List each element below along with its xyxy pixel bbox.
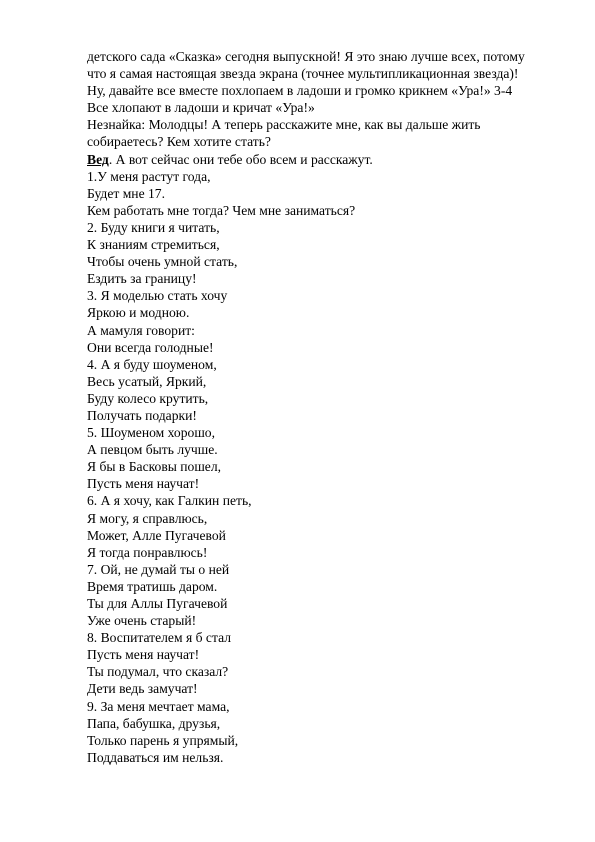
intro-line: Ну, давайте все вместе похлопаем в ладоши и громко крикнем «Ура!» 3-4 <box>87 83 513 99</box>
intro-line: Все хлопают в ладоши и кричат «Ура!» <box>87 100 315 116</box>
verse-line: 1.У меня растут года, <box>87 168 211 184</box>
verse-line: Яркою и модною. <box>87 305 190 321</box>
verse-line: Пусть меня научат! <box>87 647 200 663</box>
document-body <box>87 48 547 766</box>
verse-line: Я бы в Басковы пошел, <box>87 459 222 475</box>
verse-line: 6. А я хочу, как Галкин петь, <box>87 493 252 509</box>
verse-line: Поддаваться им нельзя. <box>87 749 224 765</box>
verse-line: Ты для Аллы Пугачевой <box>87 596 228 611</box>
verse-line: Пусть меня научат! <box>87 476 200 492</box>
verse-line: К знаниям стремиться, <box>87 237 220 253</box>
verse-line: А мамуля говорит: <box>87 322 195 338</box>
verse-line: 3. Я моделью стать хочу <box>87 288 228 304</box>
verse-line: Я могу, я справлюсь, <box>87 510 208 526</box>
verse-line: Весь усатый, Яркий, <box>87 373 207 389</box>
verse-line: 4. А я буду шоуменом, <box>87 356 217 372</box>
verse-line: Ездить за границу! <box>87 271 197 287</box>
verse-line: Они всегда голодные! <box>87 339 214 355</box>
verse-line: Ты подумал, что сказал? <box>87 664 229 680</box>
neznaika-line-2: собираетесь? Кем хотите стать? <box>87 134 271 150</box>
neznaika-text: Молодцы! А теперь расскажите мне, как вы дальше жить <box>145 117 481 133</box>
verse-line: Я тогда понравлюсь! <box>87 544 208 560</box>
verse-line: 9. За меня мечтает мама, <box>87 698 230 714</box>
speaker-ved: Вед <box>87 151 109 167</box>
verse-line: Чтобы очень умной стать, <box>87 254 238 270</box>
verse-line: Дети ведь замучат! <box>87 681 198 697</box>
verse-line: Папа, бабушка, друзья, <box>87 715 221 731</box>
ved-text: . А вот сейчас они тебе обо всем и расскажут. <box>108 151 373 167</box>
ved-line <box>87 151 547 168</box>
intro-line: что я самая настоящая звезда экрана (точнее мультипликационная звезда)! <box>87 66 519 82</box>
verse-line: Буду колесо крутить, <box>87 390 209 406</box>
verse-line: Может, Алле Пугачевой <box>87 527 226 543</box>
verse-line: 2. Буду книги я читать, <box>87 219 220 235</box>
verse-line: Только парень я упрямый, <box>87 732 239 748</box>
verse-line: 8. Воспитателем я б стал <box>87 630 232 646</box>
verse-line: Получать подарки! <box>87 407 197 423</box>
verse-line: Время тратишь даром. <box>87 578 218 594</box>
verse-line: Уже очень старый! <box>87 613 197 629</box>
verse-line: Будет мне 17. <box>87 185 165 201</box>
verse-line: 5. Шоуменом хорошо, <box>87 425 215 441</box>
neznaika-line <box>87 116 547 133</box>
verse-line: Кем работать мне тогда? Чем мне заниматься? <box>87 202 356 218</box>
verse-line: А певцом быть лучше. <box>87 442 218 458</box>
verse-line: 7. Ой, не думай ты о ней <box>87 561 230 577</box>
speaker-neznaika: Незнайка: <box>87 117 146 133</box>
intro-line: детского сада «Сказка» сегодня выпускной! Я это знаю лучше всех, потому <box>87 49 525 64</box>
